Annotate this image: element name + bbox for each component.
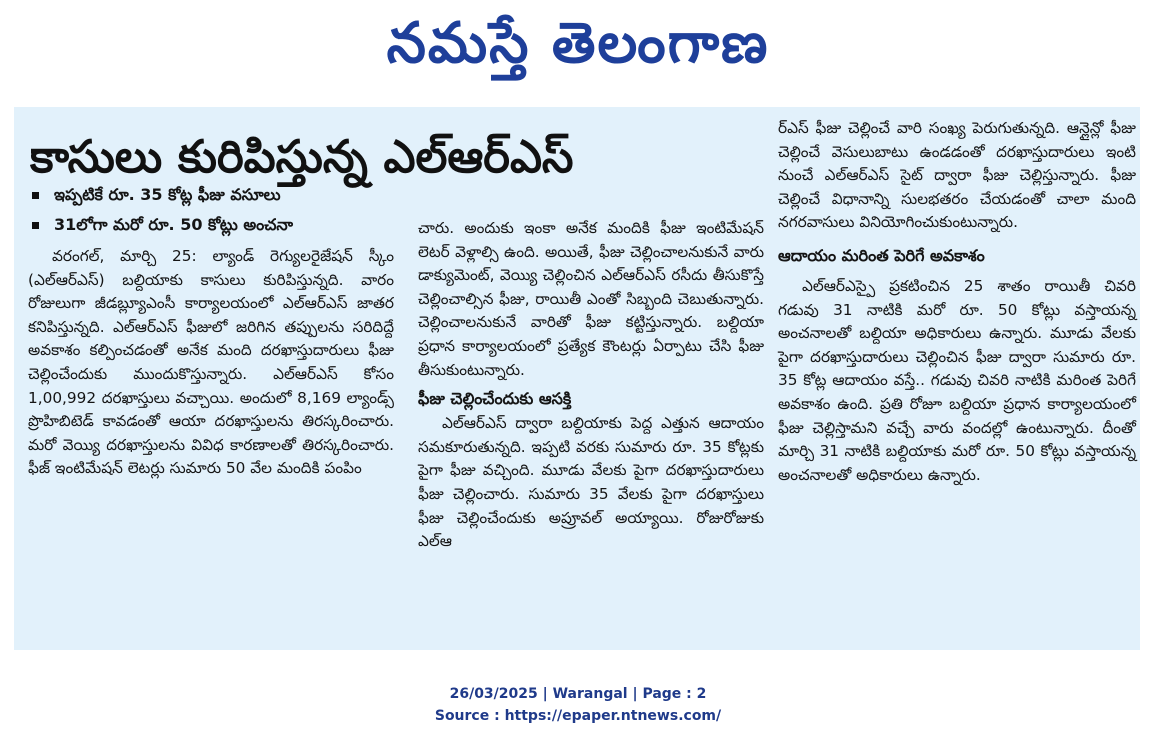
newspaper-masthead: నమస్తే తెలంగాణ — [386, 11, 770, 76]
article-column-2 — [418, 217, 764, 554]
article-subheading: ఆదాయం మరింత పెరిగే అవకాశం — [778, 245, 985, 265]
article-paragraph: ఎల్ఆర్ఎస్పై ప్రకటించిన 25 శాతం రాయితీ చివరి గడువు 31 నాటికి మరో రూ. 50 కోట్లు వస్తాయన్న అంచనాలతో బల్దియా అధికారులు ఉన్నారు. మూడు వేలకు పైగా దరఖాస్తుదారులు చెల్లించిన ఫీజు ద్వారా సుమారు రూ. 35 కోట్ల ఆదాయం వస్తే.. గడువు చివరి నాటికి మరింత పెరిగే అవకాశం ఉంది. ప్రతి రోజూ బల్దియా ప్రధాన కార్యాలయంలో ఫీజు చెల్లిస్తామని వచ్చే వారు వందల్లో ఉంటున్నారు. దీంతో మార్చి 31 నాటికి బల్దియాకు మరో రూ. 50 కోట్లు వస్తాయన్న అంచనాలతో అధికారులు ఉన్నారు. — [778, 276, 1136, 484]
edition-info: 26/03/2025 | Warangal | Page : 2 — [449, 686, 707, 702]
article-headline: కాసులు కురిపిస్తున్న ఎల్ఆర్ఎస్ — [30, 130, 574, 183]
article-paragraph: ర్ఎస్ ఫీజు చెల్లించే వారి సంఖ్య పెరుగుతున్నది. ఆన్లైన్లో ఫీజు చెల్లించే వెసులుబాటు ఉండడంతో దరఖాస్తుదారులు ఇంటి నుంచే ఎల్ఆర్ఎస్ సైట్ ద్వారా ఫీజు చెల్లిస్తున్నారు. ఫీజు చెల్లించే విధానాన్ని సులభతరం చేయడంతో చాలా మంది నగరవాసులు వినియోగించుకుంటున్నారు. — [778, 119, 1136, 232]
article-subheading: ఫీజు చెల్లించేందుకు ఆసక్తి — [418, 389, 572, 409]
article-paragraph: వరంగల్, మార్చి 25: ల్యాండ్ రెగ్యులరైజేషన్ స్కీం (ఎల్ఆర్ఎస్) బల్దియాకు కాసులు కురిపిస్తున్నది. వారం రోజులుగా జీడబ్ల్యూఎంసీ కార్యాలయంలో ఎల్ఆర్ఎస్ జాతర కనిపిస్తున్నది. ఎల్ఆర్ఎస్ ఫీజులో జరిగిన తప్పులను సరిదిద్దే అవకాశం కల్పించడంతో అనేక మంది దరఖాస్తుదారులు ఫీజు చెల్లించేందుకు ముందుకొస్తున్నారు. ఎల్ఆర్ఎస్ కోసం 1,00,992 దరఖాస్తులు వచ్చాయి. అందులో 8,169 ల్యాండ్స్ ప్రొహిబిటెడ్ కావడంతో ఆయా దరఖాస్తులను తిరస్కరించారు. మరో వెయ్యి దరఖాస్తులను వివిధ కారణాలతో తిరస్కరించారు. ఫీజ్ ఇంటిమేషన్ లెటర్లు సుమారు 50 వేల మందికి పంపిం — [28, 247, 394, 478]
article-clipping — [14, 107, 1140, 650]
highlight-bullet: 31లోగా మరో రూ. 50 కోట్లు అంచనా — [28, 211, 293, 239]
source-line: Source : https://epaper.ntnews.com/ — [434, 708, 722, 724]
article-column-1 — [28, 185, 394, 481]
highlight-bullet: ఇప్పటికే రూ. 35 కోట్ల ఫీజు వసూలు — [28, 181, 281, 209]
article-column-3 — [778, 117, 1136, 487]
article-paragraph: ఎల్ఆర్ఎస్ ద్వారా బల్దియాకు పెద్ద ఎత్తున ఆదాయం సమకూరుతున్నది. ఇప్పటి వరకు సుమారు రూ. 35 కోట్లకు పైగా ఫీజు వచ్చింది. మూడు వేలకు పైగా దరఖాస్తుదారులు ఫీజు చెల్లించారు. సుమారు 35 వేలకు పైగా దరఖాస్తులు ఫీజు చెల్లించేందుకు అప్రూవల్ అయ్యాయి. రోజురోజుకు ఎల్ఆ — [418, 414, 764, 551]
article-paragraph: చారు. అందుకు ఇంకా అనేక మందికి ఫీజు ఇంటిమేషన్ లెటర్ వెళ్లాల్సి ఉంది. అయితే, ఫీజు చెల్లించాలనుకునే వారు డాక్యుమెంట్, వెయ్యి చెల్లించిన ఎల్ఆర్ఎస్ రసీదు తీసుకొస్తే చెల్లించాల్సిన ఫీజు, రాయితీ ఎంతో సిబ్బంది చెబుతున్నారు. చెల్లించాలనుకునే వారితో ఫీజు కట్టిస్తున్నారు. బల్దియా ప్రధాన కార్యాలయంలో ప్రత్యేక కౌంటర్లు ఏర్పాటు చేసి ఫీజు తీసుకుంటున్నారు. — [418, 219, 764, 379]
